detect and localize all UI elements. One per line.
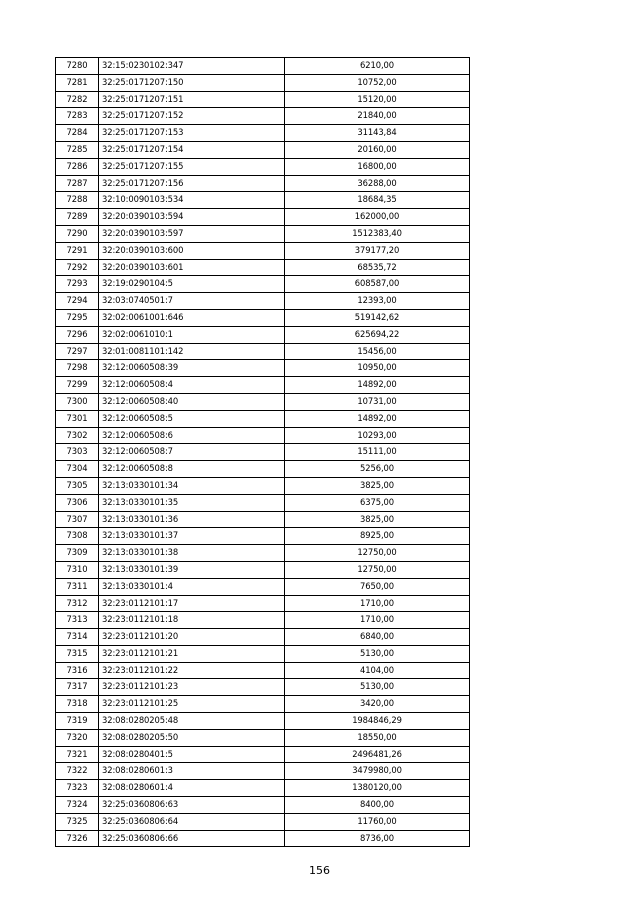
row-number-cell: 7292	[56, 259, 99, 276]
table-row	[56, 528, 470, 545]
row-number-cell: 7281	[56, 74, 99, 91]
value-cell: 3420,00	[285, 696, 470, 713]
row-number-cell: 7307	[56, 511, 99, 528]
row-number-cell: 7306	[56, 494, 99, 511]
row-number-cell: 7288	[56, 192, 99, 209]
value-cell: 31143,84	[285, 125, 470, 142]
row-number-cell: 7291	[56, 242, 99, 259]
row-number-cell: 7283	[56, 108, 99, 125]
cadastral-number-cell: 32:23:0112101:21	[99, 645, 285, 662]
row-number-cell: 7290	[56, 225, 99, 242]
table-row	[56, 561, 470, 578]
value-cell: 36288,00	[285, 175, 470, 192]
table-row	[56, 813, 470, 830]
value-cell: 519142,62	[285, 309, 470, 326]
row-number-cell: 7302	[56, 427, 99, 444]
cadastral-number-cell: 32:13:0330101:35	[99, 494, 285, 511]
table-row	[56, 511, 470, 528]
value-cell: 15120,00	[285, 91, 470, 108]
value-cell: 625694,22	[285, 326, 470, 343]
cadastral-number-cell: 32:25:0171207:155	[99, 158, 285, 175]
row-number-cell: 7294	[56, 293, 99, 310]
cadastral-number-cell: 32:12:0060508:5	[99, 410, 285, 427]
value-cell: 8925,00	[285, 528, 470, 545]
value-cell: 21840,00	[285, 108, 470, 125]
cadastral-number-cell: 32:08:0280205:48	[99, 713, 285, 730]
row-number-cell: 7289	[56, 209, 99, 226]
value-cell: 1710,00	[285, 595, 470, 612]
cadastral-number-cell: 32:08:0280601:3	[99, 763, 285, 780]
row-number-cell: 7308	[56, 528, 99, 545]
table-row	[56, 780, 470, 797]
value-cell: 3825,00	[285, 511, 470, 528]
value-cell: 6840,00	[285, 629, 470, 646]
cadastral-number-cell: 32:13:0330101:36	[99, 511, 285, 528]
cadastral-number-cell: 32:25:0171207:151	[99, 91, 285, 108]
cadastral-number-cell: 32:25:0360806:64	[99, 813, 285, 830]
cadastral-number-cell: 32:12:0060508:7	[99, 444, 285, 461]
cadastral-number-cell: 32:13:0330101:37	[99, 528, 285, 545]
row-number-cell: 7286	[56, 158, 99, 175]
value-cell: 3479980,00	[285, 763, 470, 780]
value-cell: 20160,00	[285, 141, 470, 158]
value-cell: 162000,00	[285, 209, 470, 226]
value-cell: 8400,00	[285, 797, 470, 814]
cadastral-number-cell: 32:02:0061001:646	[99, 309, 285, 326]
row-number-cell: 7320	[56, 729, 99, 746]
table-row	[56, 225, 470, 242]
cadastral-number-cell: 32:20:0390103:597	[99, 225, 285, 242]
cadastral-number-cell: 32:08:0280205:50	[99, 729, 285, 746]
cadastral-number-cell: 32:08:0280401:5	[99, 746, 285, 763]
value-cell: 14892,00	[285, 410, 470, 427]
table-row	[56, 830, 470, 847]
table-row	[56, 427, 470, 444]
cadastral-number-cell: 32:03:0740501:7	[99, 293, 285, 310]
value-cell: 10752,00	[285, 74, 470, 91]
row-number-cell: 7311	[56, 578, 99, 595]
cadastral-number-cell: 32:20:0390103:601	[99, 259, 285, 276]
row-number-cell: 7315	[56, 645, 99, 662]
cadastral-number-cell: 32:13:0330101:38	[99, 545, 285, 562]
table-row	[56, 763, 470, 780]
table-row	[56, 662, 470, 679]
cadastral-number-cell: 32:15:0230102:347	[99, 58, 285, 75]
table-body	[56, 58, 470, 847]
table-row	[56, 494, 470, 511]
cadastral-number-cell: 32:23:0112101:17	[99, 595, 285, 612]
cadastral-number-cell: 32:23:0112101:23	[99, 679, 285, 696]
row-number-cell: 7304	[56, 461, 99, 478]
table-row	[56, 444, 470, 461]
cadastral-number-cell: 32:20:0390103:594	[99, 209, 285, 226]
table-row	[56, 578, 470, 595]
value-cell: 1984846,29	[285, 713, 470, 730]
row-number-cell: 7282	[56, 91, 99, 108]
cadastral-value-table	[55, 57, 470, 847]
cadastral-number-cell: 32:23:0112101:18	[99, 612, 285, 629]
value-cell: 5256,00	[285, 461, 470, 478]
value-cell: 18550,00	[285, 729, 470, 746]
row-number-cell: 7299	[56, 377, 99, 394]
table-row	[56, 58, 470, 75]
value-cell: 379177,20	[285, 242, 470, 259]
row-number-cell: 7314	[56, 629, 99, 646]
table-row	[56, 192, 470, 209]
value-cell: 608587,00	[285, 276, 470, 293]
page-number: 156	[309, 864, 330, 877]
table-row	[56, 713, 470, 730]
table-row	[56, 141, 470, 158]
row-number-cell: 7303	[56, 444, 99, 461]
cadastral-number-cell: 32:12:0060508:39	[99, 360, 285, 377]
table-row	[56, 797, 470, 814]
value-cell: 68535,72	[285, 259, 470, 276]
value-cell: 16800,00	[285, 158, 470, 175]
row-number-cell: 7324	[56, 797, 99, 814]
row-number-cell: 7295	[56, 309, 99, 326]
table-row	[56, 645, 470, 662]
table-row	[56, 746, 470, 763]
table-row	[56, 74, 470, 91]
value-cell: 10293,00	[285, 427, 470, 444]
row-number-cell: 7317	[56, 679, 99, 696]
row-number-cell: 7322	[56, 763, 99, 780]
value-cell: 15456,00	[285, 343, 470, 360]
cadastral-number-cell: 32:02:0061010:1	[99, 326, 285, 343]
cadastral-number-cell: 32:23:0112101:25	[99, 696, 285, 713]
table-row	[56, 293, 470, 310]
row-number-cell: 7312	[56, 595, 99, 612]
cadastral-number-cell: 32:25:0171207:153	[99, 125, 285, 142]
row-number-cell: 7301	[56, 410, 99, 427]
table-row	[56, 360, 470, 377]
table-row	[56, 209, 470, 226]
cadastral-number-cell: 32:12:0060508:4	[99, 377, 285, 394]
cadastral-number-cell: 32:19:0290104:5	[99, 276, 285, 293]
row-number-cell: 7310	[56, 561, 99, 578]
table-row	[56, 377, 470, 394]
cadastral-number-cell: 32:25:0171207:150	[99, 74, 285, 91]
value-cell: 5130,00	[285, 645, 470, 662]
value-cell: 11760,00	[285, 813, 470, 830]
cadastral-number-cell: 32:12:0060508:8	[99, 461, 285, 478]
row-number-cell: 7285	[56, 141, 99, 158]
value-cell: 8736,00	[285, 830, 470, 847]
cadastral-number-cell: 32:13:0330101:4	[99, 578, 285, 595]
row-number-cell: 7287	[56, 175, 99, 192]
table-row	[56, 175, 470, 192]
cadastral-number-cell: 32:01:0081101:142	[99, 343, 285, 360]
table-row	[56, 259, 470, 276]
row-number-cell: 7309	[56, 545, 99, 562]
table-row	[56, 108, 470, 125]
row-number-cell: 7297	[56, 343, 99, 360]
value-cell: 18684,35	[285, 192, 470, 209]
row-number-cell: 7293	[56, 276, 99, 293]
cadastral-number-cell: 32:25:0171207:154	[99, 141, 285, 158]
value-cell: 1380120,00	[285, 780, 470, 797]
cadastral-number-cell: 32:25:0171207:152	[99, 108, 285, 125]
table-row	[56, 343, 470, 360]
table-row	[56, 125, 470, 142]
table-row	[56, 158, 470, 175]
value-cell: 3825,00	[285, 477, 470, 494]
table-row	[56, 729, 470, 746]
cadastral-number-cell: 32:13:0330101:39	[99, 561, 285, 578]
table-row	[56, 629, 470, 646]
value-cell: 1512383,40	[285, 225, 470, 242]
table-row	[56, 679, 470, 696]
value-cell: 7650,00	[285, 578, 470, 595]
row-number-cell: 7296	[56, 326, 99, 343]
table-row	[56, 595, 470, 612]
cadastral-number-cell: 32:12:0060508:6	[99, 427, 285, 444]
row-number-cell: 7280	[56, 58, 99, 75]
table-row	[56, 461, 470, 478]
cadastral-number-cell: 32:20:0390103:600	[99, 242, 285, 259]
cadastral-number-cell: 32:23:0112101:20	[99, 629, 285, 646]
row-number-cell: 7284	[56, 125, 99, 142]
value-cell: 12750,00	[285, 561, 470, 578]
table-row	[56, 91, 470, 108]
value-cell: 1710,00	[285, 612, 470, 629]
table-row	[56, 477, 470, 494]
table-row	[56, 545, 470, 562]
table-row	[56, 276, 470, 293]
value-cell: 6210,00	[285, 58, 470, 75]
cadastral-number-cell: 32:10:0090103:534	[99, 192, 285, 209]
cadastral-number-cell: 32:13:0330101:34	[99, 477, 285, 494]
table-row	[56, 410, 470, 427]
cadastral-number-cell: 32:12:0060508:40	[99, 393, 285, 410]
value-cell: 6375,00	[285, 494, 470, 511]
row-number-cell: 7325	[56, 813, 99, 830]
value-cell: 10731,00	[285, 393, 470, 410]
table-row	[56, 309, 470, 326]
cadastral-number-cell: 32:23:0112101:22	[99, 662, 285, 679]
table-row	[56, 696, 470, 713]
value-cell: 4104,00	[285, 662, 470, 679]
row-number-cell: 7323	[56, 780, 99, 797]
cadastral-number-cell: 32:25:0171207:156	[99, 175, 285, 192]
table-row	[56, 242, 470, 259]
value-cell: 15111,00	[285, 444, 470, 461]
row-number-cell: 7326	[56, 830, 99, 847]
value-cell: 10950,00	[285, 360, 470, 377]
value-cell: 2496481,26	[285, 746, 470, 763]
value-cell: 12393,00	[285, 293, 470, 310]
row-number-cell: 7316	[56, 662, 99, 679]
table-row	[56, 326, 470, 343]
row-number-cell: 7319	[56, 713, 99, 730]
row-number-cell: 7318	[56, 696, 99, 713]
table-row	[56, 612, 470, 629]
row-number-cell: 7313	[56, 612, 99, 629]
row-number-cell: 7298	[56, 360, 99, 377]
value-cell: 14892,00	[285, 377, 470, 394]
row-number-cell: 7305	[56, 477, 99, 494]
cadastral-number-cell: 32:25:0360806:63	[99, 797, 285, 814]
row-number-cell: 7300	[56, 393, 99, 410]
value-cell: 5130,00	[285, 679, 470, 696]
table-row	[56, 393, 470, 410]
value-cell: 12750,00	[285, 545, 470, 562]
cadastral-number-cell: 32:25:0360806:66	[99, 830, 285, 847]
row-number-cell: 7321	[56, 746, 99, 763]
cadastral-number-cell: 32:08:0280601:4	[99, 780, 285, 797]
